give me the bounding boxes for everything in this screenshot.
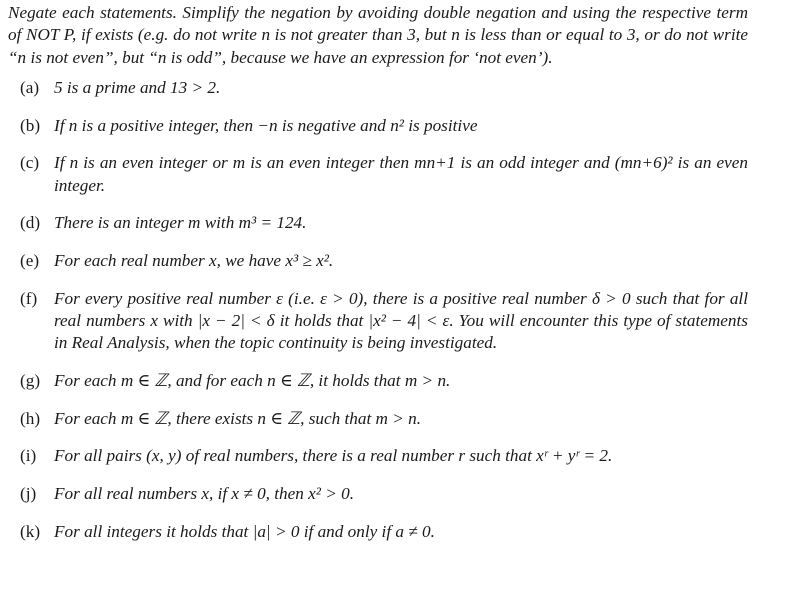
statement-label: (c) <box>20 153 40 173</box>
statement-text: There is an integer m with m³ = 124. <box>54 213 307 233</box>
statement-item-i <box>8 445 748 467</box>
statement-item-c <box>8 152 748 197</box>
statement-text: If n is an even integer or m is an even integer then mn+1 is an odd integer and (mn+6)² is an even integer. <box>54 153 748 195</box>
statement-label: (i) <box>20 446 37 466</box>
statement-label: (b) <box>20 115 41 135</box>
statement-text: 5 is a prime and 13 > 2. <box>54 77 221 97</box>
statement-label: (j) <box>20 483 37 503</box>
statement-item-f <box>8 288 748 355</box>
statement-text: For all real numbers x, if x ≠ 0, then x² > 0. <box>54 483 355 503</box>
statement-text: For each m ∈ ℤ, there exists n ∈ ℤ, such that m > n. <box>54 408 422 428</box>
statement-item-e <box>8 250 748 272</box>
statement-text: For all pairs (x, y) of real numbers, there is a real number r such that xʳ + yʳ = 2. <box>54 446 613 466</box>
statement-label: (g) <box>20 370 41 390</box>
statement-text: For each m ∈ ℤ, and for each n ∈ ℤ, it holds that m > n. <box>54 370 451 390</box>
statement-item-d <box>8 212 748 234</box>
statement-list <box>8 77 748 543</box>
statement-item-a <box>8 77 748 99</box>
statement-item-j <box>8 483 748 505</box>
statement-item-g <box>8 370 748 392</box>
statement-text: For every positive real number ε (i.e. ε > 0), there is a positive real number δ > 0 such that for all real numbers x with |x − 2| < δ it holds that |x² − 4| < ε. You will encounter this type of statements in Real Analysis, when the topic continuity is being investigated. <box>54 288 748 353</box>
exercise-document <box>8 2 748 558</box>
statement-text: If n is a positive integer, then −n is negative and n² is positive <box>54 115 478 135</box>
statement-item-h <box>8 408 748 430</box>
statement-label: (k) <box>20 521 41 541</box>
instructions-paragraph: Negate each statements. Simplify the negation by avoiding double negation and using the respective term of NOT P, if exists (e.g. do not write n is not greater than 3, but n is less than or equal to 3, or do not write “n is not even”, but “n is odd”, because we have an expression for ‘not even’). <box>8 3 748 67</box>
statement-item-b <box>8 115 748 137</box>
statement-item-k <box>8 521 748 543</box>
statement-label: (a) <box>20 77 40 97</box>
statement-label: (h) <box>20 408 41 428</box>
statement-label: (d) <box>20 213 41 233</box>
statement-text: For each real number x, we have x³ ≥ x². <box>54 250 334 270</box>
statement-label: (e) <box>20 250 40 270</box>
statement-label: (f) <box>20 288 38 308</box>
statement-text: For all integers it holds that |a| > 0 if and only if a ≠ 0. <box>54 521 435 541</box>
